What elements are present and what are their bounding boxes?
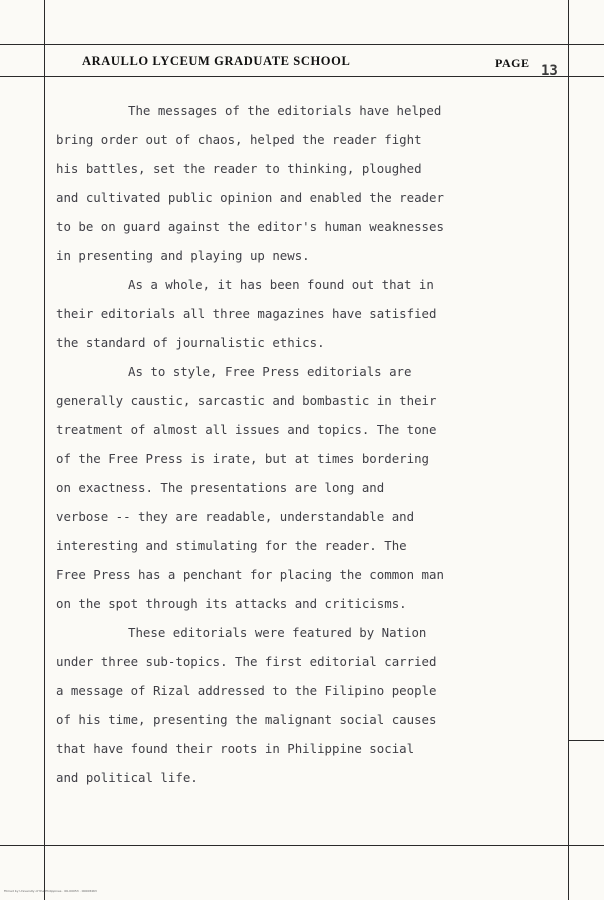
- text-line: on exactness. The presentations are long and: [56, 480, 385, 495]
- page-number: 13: [541, 63, 558, 79]
- body-text: [56, 96, 552, 792]
- school-header-title: ARAULLO LYCEUM GRADUATE SCHOOL: [82, 54, 351, 68]
- bottom-rule: [0, 845, 604, 846]
- text-line: their editorials all three magazines have satisfied: [56, 306, 437, 321]
- text-line: under three sub-topics. The first editorial carried: [56, 654, 437, 669]
- text-line: treatment of almost all issues and topics. The tone: [56, 422, 437, 437]
- text-line: on the spot through its attacks and criticisms.: [56, 596, 407, 611]
- text-line: his battles, set the reader to thinking, ploughed: [56, 161, 422, 176]
- page-label: PAGE: [495, 56, 530, 70]
- text-line: As to style, Free Press editorials are: [128, 364, 412, 379]
- microfilm-stamp: Filmed by University of the Philippines · 06-00053 · 00008463: [4, 889, 97, 893]
- text-line: As a whole, it has been found out that in: [128, 277, 434, 292]
- margin-rule-right-top: [568, 76, 604, 77]
- text-line: of his time, presenting the malignant social causes: [56, 712, 437, 727]
- text-line: that have found their roots in Philippine social: [56, 741, 415, 756]
- text-line: of the Free Press is irate, but at times bordering: [56, 451, 429, 466]
- left-margin-line: [44, 0, 45, 900]
- text-line: verbose -- they are readable, understandable and: [56, 509, 415, 524]
- text-line: to be on guard against the editor's human weaknesses: [56, 219, 444, 234]
- text-line: generally caustic, sarcastic and bombastic in their: [56, 393, 437, 408]
- right-margin-line: [568, 0, 569, 900]
- text-line: These editorials were featured by Nation: [128, 625, 427, 640]
- text-line: Free Press has a penchant for placing the common man: [56, 567, 444, 582]
- text-line: bring order out of chaos, helped the reader fight: [56, 132, 422, 147]
- text-line: and cultivated public opinion and enabled the reader: [56, 190, 444, 205]
- text-line: and political life.: [56, 770, 198, 785]
- top-rule: [0, 44, 604, 45]
- header-rule: [44, 76, 568, 77]
- margin-rule-right-mid: [568, 740, 604, 741]
- text-line: The messages of the editorials have helped: [128, 103, 442, 118]
- text-line: the standard of journalistic ethics.: [56, 335, 325, 350]
- text-line: in presenting and playing up news.: [56, 248, 310, 263]
- text-line: interesting and stimulating for the reader. The: [56, 538, 407, 553]
- text-line: a message of Rizal addressed to the Filipino people: [56, 683, 437, 698]
- margin-rule-left-top: [0, 76, 44, 77]
